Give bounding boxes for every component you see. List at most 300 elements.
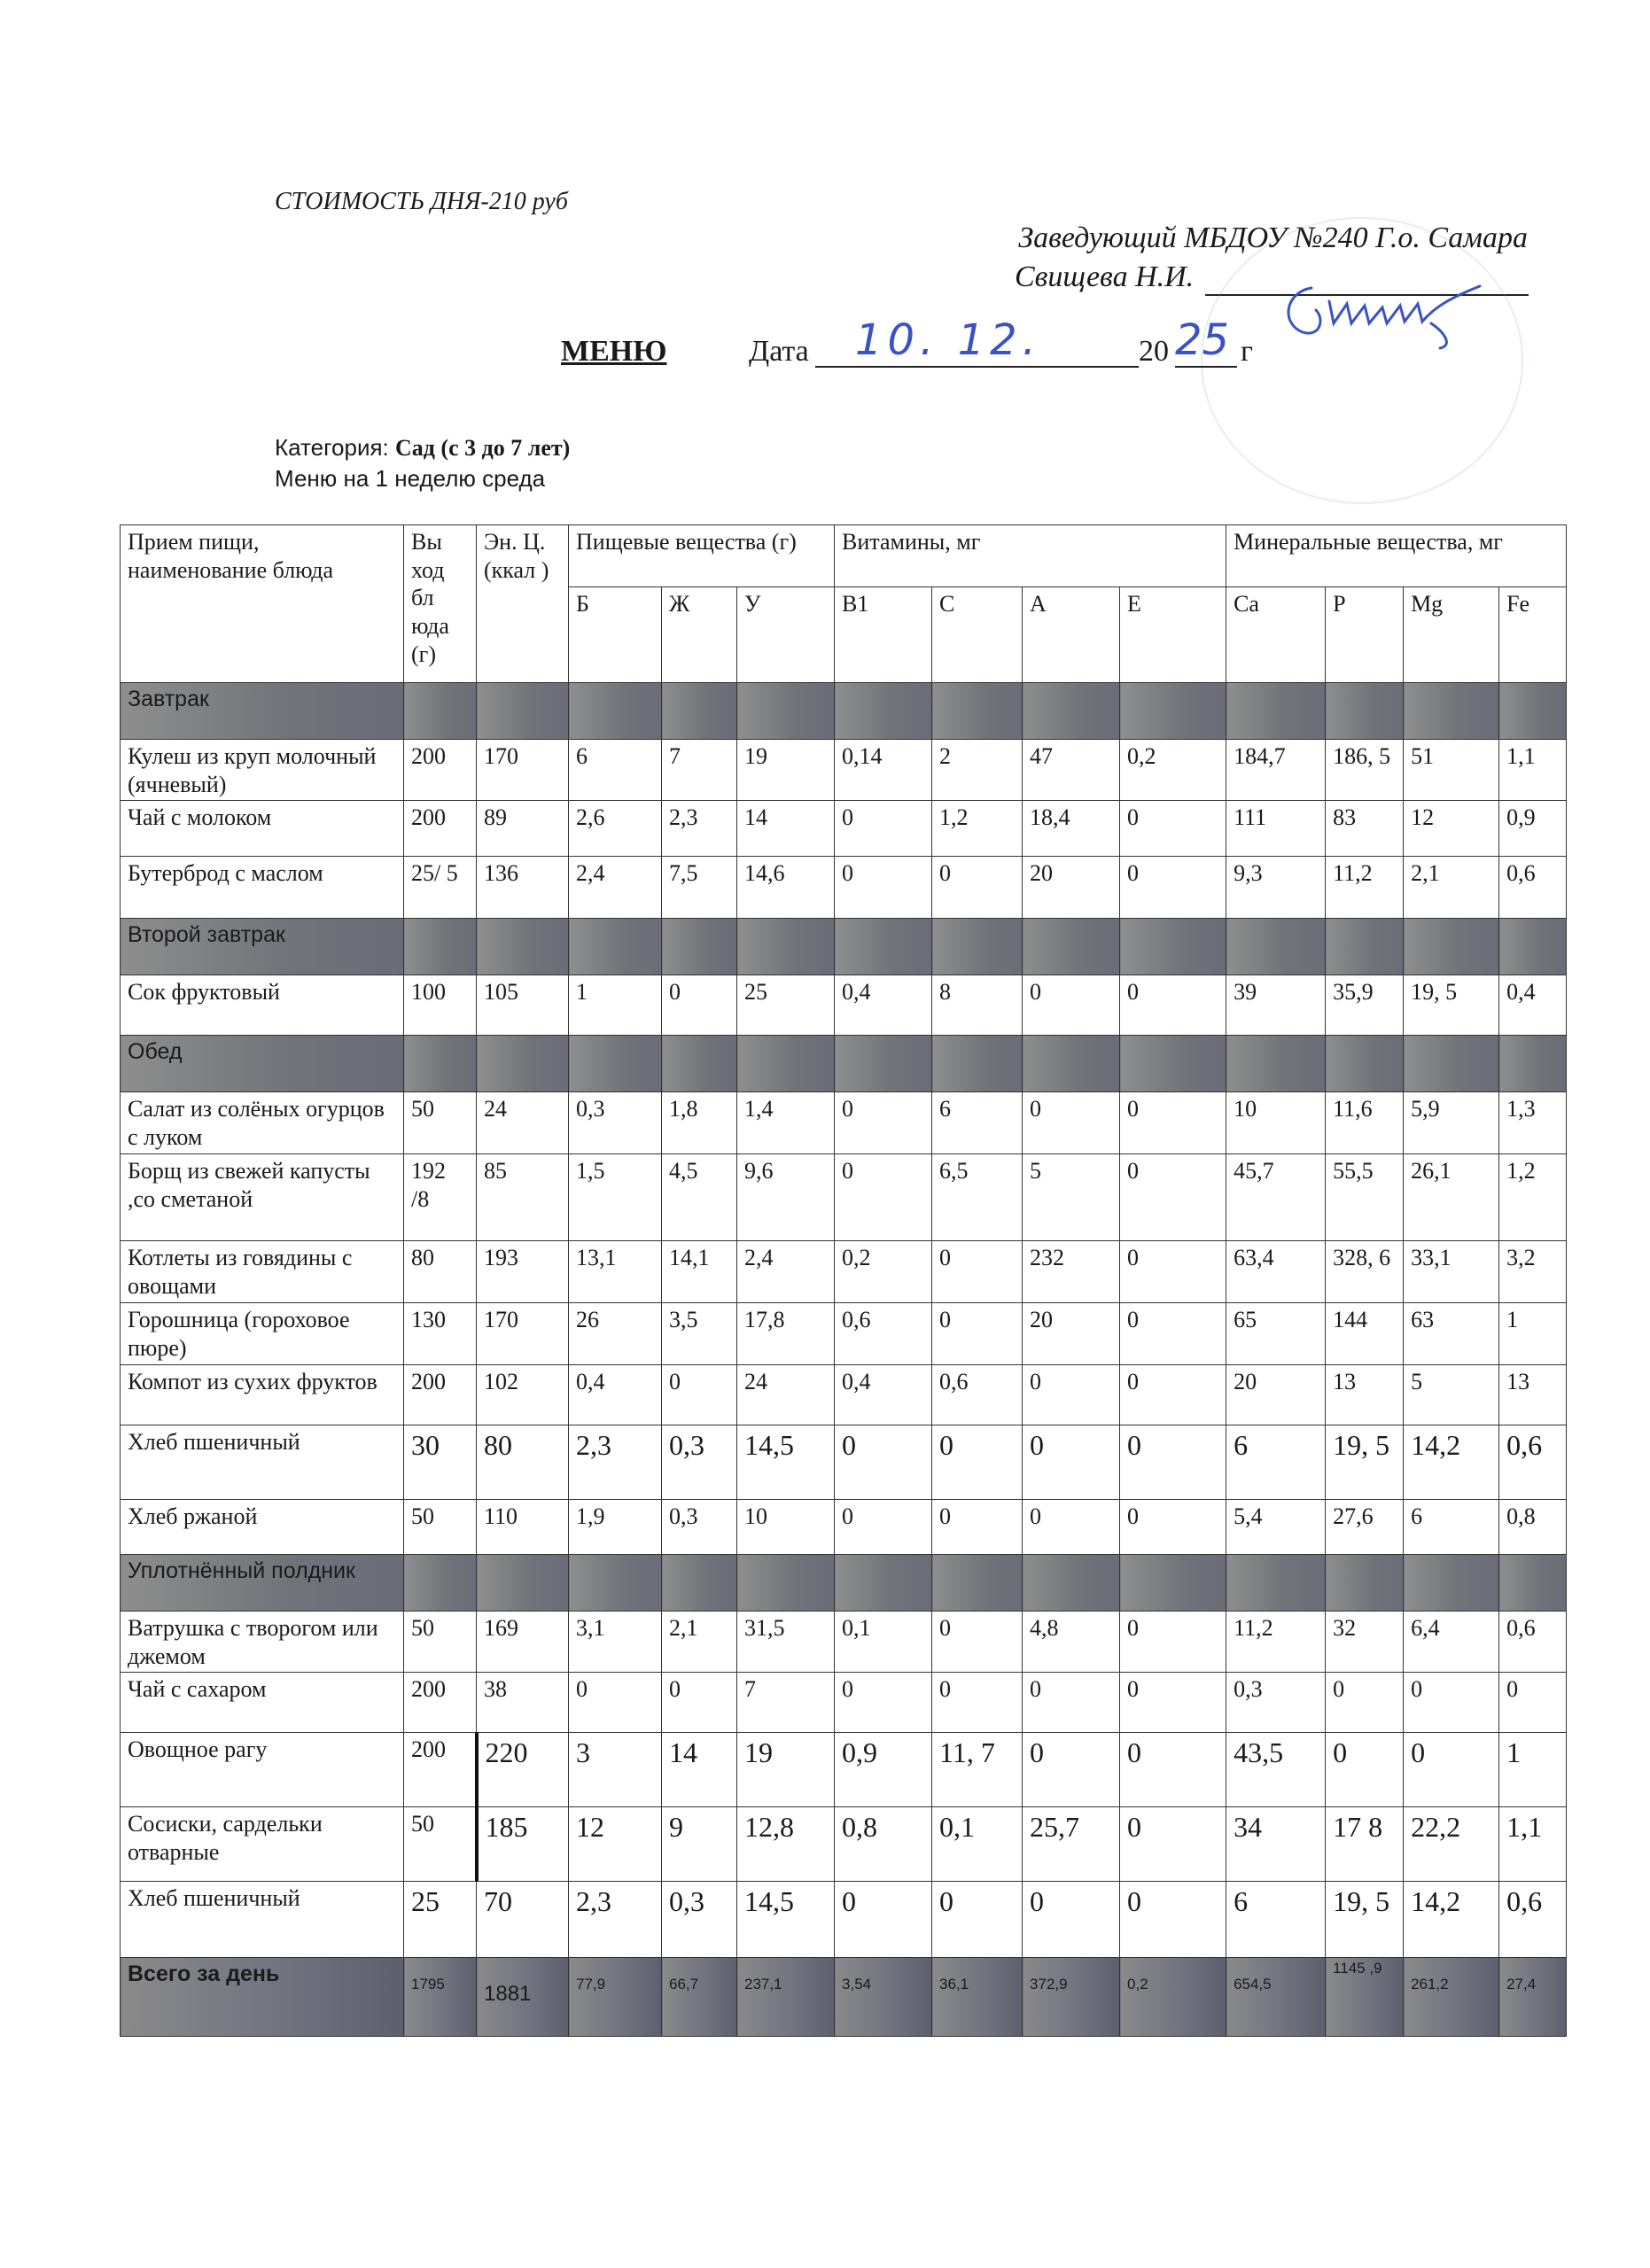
section-cell xyxy=(1120,919,1226,975)
cell-u: 19 xyxy=(737,1733,835,1807)
total-fe: 27,4 xyxy=(1499,1958,1567,2037)
category-value: Сад (с 3 до 7 лет) xyxy=(395,435,571,461)
section-cell xyxy=(1023,1554,1120,1611)
cell-fe: 1 xyxy=(1499,1303,1567,1364)
cell-energy: 105 xyxy=(477,975,569,1036)
section-cell xyxy=(1326,1554,1404,1611)
cell-p: 19, 5 xyxy=(1326,1882,1404,1958)
cell-fe: 0 xyxy=(1499,1673,1567,1733)
cell-c: 0 xyxy=(932,857,1023,919)
dish-row xyxy=(121,740,1567,801)
menu-title: МЕНЮ xyxy=(561,335,667,368)
cell-zh: 7 xyxy=(662,740,737,801)
cell-u: 14,5 xyxy=(737,1882,835,1958)
cell-zh: 0 xyxy=(662,1673,737,1733)
cell-dish-name: Кулеш из круп молочный (ячневый) xyxy=(121,740,404,801)
header-yield: Вы ход бл юда (г) xyxy=(404,525,477,683)
cell-b: 1,9 xyxy=(569,1499,662,1554)
section-cell xyxy=(1226,1554,1326,1611)
section-cell xyxy=(835,1036,932,1092)
cell-b: 2,3 xyxy=(569,1425,662,1499)
dish-row xyxy=(121,1092,1567,1154)
cell-a: 0 xyxy=(1023,1499,1120,1554)
cell-e: 0 xyxy=(1120,1733,1226,1807)
total-label: Всего за день xyxy=(121,1958,404,2037)
cell-p: 328, 6 xyxy=(1326,1241,1404,1303)
cell-e: 0 xyxy=(1120,1611,1226,1672)
header-mg: Mg xyxy=(1404,587,1499,683)
cell-b: 1,5 xyxy=(569,1154,662,1241)
cell-mg: 63 xyxy=(1404,1303,1499,1364)
section-cell xyxy=(932,1554,1023,1611)
cell-mg: 6,4 xyxy=(1404,1611,1499,1672)
section-row xyxy=(121,919,1567,975)
section-cell xyxy=(737,683,835,740)
cell-b: 2,4 xyxy=(569,857,662,919)
cell-u: 14 xyxy=(737,801,835,857)
header-vitamins: Витамины, мг xyxy=(835,525,1226,587)
cell-yield: 100 xyxy=(404,975,477,1036)
cell-energy: 38 xyxy=(477,1673,569,1733)
cell-fe: 0,4 xyxy=(1499,975,1567,1036)
signature-image xyxy=(1276,270,1506,350)
cell-mg: 19, 5 xyxy=(1404,975,1499,1036)
section-cell xyxy=(1023,683,1120,740)
cell-a: 20 xyxy=(1023,857,1120,919)
cell-c: 0 xyxy=(932,1611,1023,1672)
cell-b1: 0,4 xyxy=(835,1364,932,1425)
section-cell xyxy=(932,1036,1023,1092)
cell-u: 12,8 xyxy=(737,1807,835,1882)
cell-c: 0,1 xyxy=(932,1807,1023,1882)
cell-a: 232 xyxy=(1023,1241,1120,1303)
section-label: Обед xyxy=(121,1036,404,1092)
header-b1: В1 xyxy=(835,587,932,683)
cell-u: 17,8 xyxy=(737,1303,835,1364)
cell-energy: 136 xyxy=(477,857,569,919)
header-meal: Прием пищи, наименование блюда xyxy=(121,525,404,683)
year-line xyxy=(1175,366,1237,368)
cell-a: 4,8 xyxy=(1023,1611,1120,1672)
cell-yield: 192 /8 xyxy=(404,1154,477,1241)
cell-b1: 0 xyxy=(835,1425,932,1499)
section-cell xyxy=(835,919,932,975)
section-cell xyxy=(477,683,569,740)
cell-ca: 11,2 xyxy=(1226,1611,1326,1672)
cell-ca: 34 xyxy=(1226,1807,1326,1882)
cell-dish-name: Сосиски, сардельки отварные xyxy=(121,1807,404,1882)
cell-c: 0,6 xyxy=(932,1364,1023,1425)
section-row xyxy=(121,683,1567,740)
cell-zh: 0,3 xyxy=(662,1499,737,1554)
cell-e: 0 xyxy=(1120,857,1226,919)
cell-b1: 0,9 xyxy=(835,1733,932,1807)
date-handwritten: 10. 12. xyxy=(855,315,1041,365)
section-cell xyxy=(932,919,1023,975)
cell-u: 2,4 xyxy=(737,1241,835,1303)
dish-row xyxy=(121,1733,1567,1807)
dish-row xyxy=(121,801,1567,857)
header-ca: Ca xyxy=(1226,587,1326,683)
total-row xyxy=(121,1958,1567,2037)
section-cell xyxy=(477,1036,569,1092)
cell-u: 10 xyxy=(737,1499,835,1554)
header-c: С xyxy=(932,587,1023,683)
cell-dish-name: Чай с молоком xyxy=(121,801,404,857)
cell-p: 144 xyxy=(1326,1303,1404,1364)
total-ca: 654,5 xyxy=(1226,1958,1326,2037)
cell-fe: 0,6 xyxy=(1499,1611,1567,1672)
dish-row xyxy=(121,1611,1567,1672)
section-cell xyxy=(1120,683,1226,740)
cell-dish-name: Хлеб ржаной xyxy=(121,1499,404,1554)
cell-fe: 1,1 xyxy=(1499,740,1567,801)
section-cell xyxy=(737,919,835,975)
cell-zh: 14,1 xyxy=(662,1241,737,1303)
section-cell xyxy=(1326,1036,1404,1092)
section-cell xyxy=(737,1554,835,1611)
cell-dish-name: Котлеты из говядины с овощами xyxy=(121,1241,404,1303)
cell-mg: 14,2 xyxy=(1404,1425,1499,1499)
total-p: 1145 ,9 xyxy=(1326,1958,1404,2037)
cell-energy: 110 xyxy=(477,1499,569,1554)
cell-ca: 65 xyxy=(1226,1303,1326,1364)
cell-ca: 10 xyxy=(1226,1092,1326,1154)
total-energy: 1881 xyxy=(477,1958,569,2037)
cell-e: 0 xyxy=(1120,1364,1226,1425)
cell-ca: 111 xyxy=(1226,801,1326,857)
section-cell xyxy=(404,919,477,975)
cell-mg: 0 xyxy=(1404,1673,1499,1733)
cell-e: 0 xyxy=(1120,1425,1226,1499)
year-prefix: 20 xyxy=(1139,335,1169,368)
section-row xyxy=(121,1554,1567,1611)
cell-yield: 80 xyxy=(404,1241,477,1303)
header-fe: Fe xyxy=(1499,587,1567,683)
cell-fe: 3,2 xyxy=(1499,1241,1567,1303)
section-cell xyxy=(404,1036,477,1092)
section-cell xyxy=(1404,1036,1499,1092)
cell-u: 14,6 xyxy=(737,857,835,919)
section-cell xyxy=(662,919,737,975)
cell-a: 25,7 xyxy=(1023,1807,1120,1882)
cell-zh: 7,5 xyxy=(662,857,737,919)
cell-dish-name: Бутерброд с маслом xyxy=(121,857,404,919)
cell-e: 0 xyxy=(1120,1499,1226,1554)
dish-row xyxy=(121,1425,1567,1499)
cell-energy: 220 xyxy=(477,1733,569,1807)
section-label: Второй завтрак xyxy=(121,919,404,975)
dish-row xyxy=(121,1241,1567,1303)
cell-yield: 50 xyxy=(404,1499,477,1554)
cell-p: 0 xyxy=(1326,1733,1404,1807)
cell-mg: 22,2 xyxy=(1404,1807,1499,1882)
cell-p: 83 xyxy=(1326,801,1404,857)
cell-e: 0 xyxy=(1120,1154,1226,1241)
section-cell xyxy=(1499,1036,1567,1092)
total-e: 0,2 xyxy=(1120,1958,1226,2037)
cell-fe: 0,8 xyxy=(1499,1499,1567,1554)
cell-c: 8 xyxy=(932,975,1023,1036)
section-cell xyxy=(1499,1554,1567,1611)
cell-energy: 24 xyxy=(477,1092,569,1154)
cell-a: 0 xyxy=(1023,1092,1120,1154)
cell-yield: 50 xyxy=(404,1611,477,1672)
section-cell xyxy=(477,919,569,975)
cell-yield: 200 xyxy=(404,1673,477,1733)
cell-b: 2,6 xyxy=(569,801,662,857)
cell-b1: 0,1 xyxy=(835,1611,932,1672)
total-u: 237,1 xyxy=(737,1958,835,2037)
date-line xyxy=(815,366,1139,368)
dish-row xyxy=(121,1499,1567,1554)
cell-e: 0 xyxy=(1120,975,1226,1036)
day-cost: СТОИМОСТЬ ДНЯ-210 руб xyxy=(275,188,568,215)
cell-b1: 0,14 xyxy=(835,740,932,801)
header-minerals: Минеральные вещества, мг xyxy=(1226,525,1567,587)
cell-fe: 0,6 xyxy=(1499,1882,1567,1958)
cell-zh: 3,5 xyxy=(662,1303,737,1364)
section-cell xyxy=(1404,683,1499,740)
cell-b1: 0 xyxy=(835,801,932,857)
cell-zh: 0 xyxy=(662,975,737,1036)
cell-energy: 89 xyxy=(477,801,569,857)
section-cell xyxy=(662,1036,737,1092)
cell-energy: 85 xyxy=(477,1154,569,1241)
cell-yield: 130 xyxy=(404,1303,477,1364)
section-cell xyxy=(1120,1554,1226,1611)
section-cell xyxy=(1226,683,1326,740)
category-label: Категория: xyxy=(275,434,395,461)
cell-mg: 5 xyxy=(1404,1364,1499,1425)
cell-e: 0 xyxy=(1120,1241,1226,1303)
cell-dish-name: Борщ из свежей капусты ,со сметаной xyxy=(121,1154,404,1241)
cell-yield: 50 xyxy=(404,1807,477,1882)
cell-fe: 1,1 xyxy=(1499,1807,1567,1882)
total-a: 372,9 xyxy=(1023,1958,1120,2037)
cell-zh: 4,5 xyxy=(662,1154,737,1241)
cell-zh: 14 xyxy=(662,1733,737,1807)
total-b: 77,9 xyxy=(569,1958,662,2037)
cell-dish-name: Салат из солёных огурцов с луком xyxy=(121,1092,404,1154)
cell-p: 19, 5 xyxy=(1326,1425,1404,1499)
header-b: Б xyxy=(569,587,662,683)
section-cell xyxy=(662,1554,737,1611)
section-cell xyxy=(569,919,662,975)
cell-ca: 5,4 xyxy=(1226,1499,1326,1554)
section-cell xyxy=(1499,919,1567,975)
dish-row xyxy=(121,1154,1567,1241)
cell-c: 0 xyxy=(932,1425,1023,1499)
cell-a: 47 xyxy=(1023,740,1120,801)
cell-zh: 1,8 xyxy=(662,1092,737,1154)
cell-mg: 33,1 xyxy=(1404,1241,1499,1303)
cell-a: 0 xyxy=(1023,975,1120,1036)
cell-u: 1,4 xyxy=(737,1092,835,1154)
cell-ca: 0,3 xyxy=(1226,1673,1326,1733)
cell-p: 27,6 xyxy=(1326,1499,1404,1554)
dish-row xyxy=(121,1364,1567,1425)
cell-zh: 0 xyxy=(662,1364,737,1425)
header-energy: Эн. Ц. (ккал ) xyxy=(477,525,569,683)
cell-p: 0 xyxy=(1326,1673,1404,1733)
cell-u: 24 xyxy=(737,1364,835,1425)
header-a: А xyxy=(1023,587,1120,683)
total-yield: 1795 xyxy=(404,1958,477,2037)
cell-a: 0 xyxy=(1023,1733,1120,1807)
approval-name: Свищева Н.И. xyxy=(1015,260,1195,293)
cell-energy: 70 xyxy=(477,1882,569,1958)
cell-p: 13 xyxy=(1326,1364,1404,1425)
cell-yield: 200 xyxy=(404,801,477,857)
cell-dish-name: Горошница (гороховое пюре) xyxy=(121,1303,404,1364)
cell-c: 0 xyxy=(932,1499,1023,1554)
section-cell xyxy=(404,683,477,740)
section-cell xyxy=(1226,919,1326,975)
section-cell xyxy=(1404,1554,1499,1611)
approval-title: Заведующий МБДОУ №240 Г.о. Самара xyxy=(1018,221,1528,254)
section-cell xyxy=(835,683,932,740)
cell-b: 3 xyxy=(569,1733,662,1807)
cell-c: 2 xyxy=(932,740,1023,801)
section-cell xyxy=(1023,1036,1120,1092)
cell-p: 32 xyxy=(1326,1611,1404,1672)
cell-p: 35,9 xyxy=(1326,975,1404,1036)
cell-zh: 2,1 xyxy=(662,1611,737,1672)
week-line: Меню на 1 неделю среда xyxy=(275,465,546,492)
cell-c: 6,5 xyxy=(932,1154,1023,1241)
cell-c: 0 xyxy=(932,1673,1023,1733)
cell-p: 55,5 xyxy=(1326,1154,1404,1241)
cell-e: 0 xyxy=(1120,1092,1226,1154)
cell-ca: 9,3 xyxy=(1226,857,1326,919)
total-b1: 3,54 xyxy=(835,1958,932,2037)
cell-b: 0,3 xyxy=(569,1092,662,1154)
cell-b: 6 xyxy=(569,740,662,801)
section-cell xyxy=(1326,919,1404,975)
cell-mg: 51 xyxy=(1404,740,1499,801)
cell-c: 11, 7 xyxy=(932,1733,1023,1807)
cell-b: 0 xyxy=(569,1673,662,1733)
cell-dish-name: Ватрушка с творогом или джемом xyxy=(121,1611,404,1672)
section-cell xyxy=(1326,683,1404,740)
category-block xyxy=(275,432,570,493)
cell-energy: 170 xyxy=(477,1303,569,1364)
cell-dish-name: Овощное рагу xyxy=(121,1733,404,1807)
cell-c: 1,2 xyxy=(932,801,1023,857)
cell-mg: 12 xyxy=(1404,801,1499,857)
year-suffix: г xyxy=(1241,335,1253,368)
cell-b1: 0 xyxy=(835,1673,932,1733)
cell-yield: 50 xyxy=(404,1092,477,1154)
cell-p: 11,6 xyxy=(1326,1092,1404,1154)
header-e: Е xyxy=(1120,587,1226,683)
cell-mg: 0 xyxy=(1404,1733,1499,1807)
cell-c: 0 xyxy=(932,1303,1023,1364)
cell-ca: 45,7 xyxy=(1226,1154,1326,1241)
cell-a: 0 xyxy=(1023,1673,1120,1733)
section-cell xyxy=(932,683,1023,740)
cell-fe: 0,6 xyxy=(1499,1425,1567,1499)
cell-b: 3,1 xyxy=(569,1611,662,1672)
cell-e: 0 xyxy=(1120,1807,1226,1882)
cell-zh: 0,3 xyxy=(662,1882,737,1958)
dish-row xyxy=(121,1673,1567,1733)
cell-fe: 0,6 xyxy=(1499,857,1567,919)
menu-table xyxy=(120,524,1567,2037)
cell-c: 6 xyxy=(932,1092,1023,1154)
cell-b: 13,1 xyxy=(569,1241,662,1303)
section-cell xyxy=(477,1554,569,1611)
total-mg: 261,2 xyxy=(1404,1958,1499,2037)
cell-ca: 20 xyxy=(1226,1364,1326,1425)
cell-b: 2,3 xyxy=(569,1882,662,1958)
cell-a: 20 xyxy=(1023,1303,1120,1364)
cell-a: 0 xyxy=(1023,1882,1120,1958)
section-cell xyxy=(569,1036,662,1092)
header-nutrients: Пищевые вещества (г) xyxy=(569,525,835,587)
cell-energy: 169 xyxy=(477,1611,569,1672)
section-label: Уплотнённый полдник xyxy=(121,1554,404,1611)
section-cell xyxy=(1023,919,1120,975)
cell-e: 0 xyxy=(1120,1303,1226,1364)
section-cell xyxy=(569,683,662,740)
cell-e: 0,2 xyxy=(1120,740,1226,801)
cell-yield: 25 xyxy=(404,1882,477,1958)
cell-zh: 2,3 xyxy=(662,801,737,857)
cell-fe: 0,9 xyxy=(1499,801,1567,857)
cell-u: 31,5 xyxy=(737,1611,835,1672)
cell-mg: 6 xyxy=(1404,1499,1499,1554)
cell-e: 0 xyxy=(1120,1673,1226,1733)
cell-mg: 26,1 xyxy=(1404,1154,1499,1241)
dish-row xyxy=(121,1303,1567,1364)
cell-dish-name: Компот из сухих фруктов xyxy=(121,1364,404,1425)
cell-dish-name: Сок фруктовый xyxy=(121,975,404,1036)
cell-b1: 0,2 xyxy=(835,1241,932,1303)
cell-mg: 14,2 xyxy=(1404,1882,1499,1958)
cell-dish-name: Хлеб пшеничный xyxy=(121,1425,404,1499)
cell-b: 26 xyxy=(569,1303,662,1364)
cell-a: 0 xyxy=(1023,1425,1120,1499)
cell-a: 5 xyxy=(1023,1154,1120,1241)
section-cell xyxy=(737,1036,835,1092)
cell-c: 0 xyxy=(932,1241,1023,1303)
cell-yield: 200 xyxy=(404,1364,477,1425)
cell-ca: 6 xyxy=(1226,1425,1326,1499)
cell-a: 0 xyxy=(1023,1364,1120,1425)
section-row xyxy=(121,1036,1567,1092)
header-p: P xyxy=(1326,587,1404,683)
section-cell xyxy=(1499,683,1567,740)
cell-b1: 0 xyxy=(835,1499,932,1554)
cell-ca: 63,4 xyxy=(1226,1241,1326,1303)
cell-zh: 0,3 xyxy=(662,1425,737,1499)
cell-ca: 39 xyxy=(1226,975,1326,1036)
header-u: У xyxy=(737,587,835,683)
cell-p: 186, 5 xyxy=(1326,740,1404,801)
cell-zh: 9 xyxy=(662,1807,737,1882)
cell-b: 1 xyxy=(569,975,662,1036)
cell-mg: 2,1 xyxy=(1404,857,1499,919)
cell-e: 0 xyxy=(1120,1882,1226,1958)
cell-yield: 25/ 5 xyxy=(404,857,477,919)
cell-dish-name: Чай с сахаром xyxy=(121,1673,404,1733)
dish-row xyxy=(121,857,1567,919)
total-zh: 66,7 xyxy=(662,1958,737,2037)
cell-ca: 6 xyxy=(1226,1882,1326,1958)
cell-e: 0 xyxy=(1120,801,1226,857)
